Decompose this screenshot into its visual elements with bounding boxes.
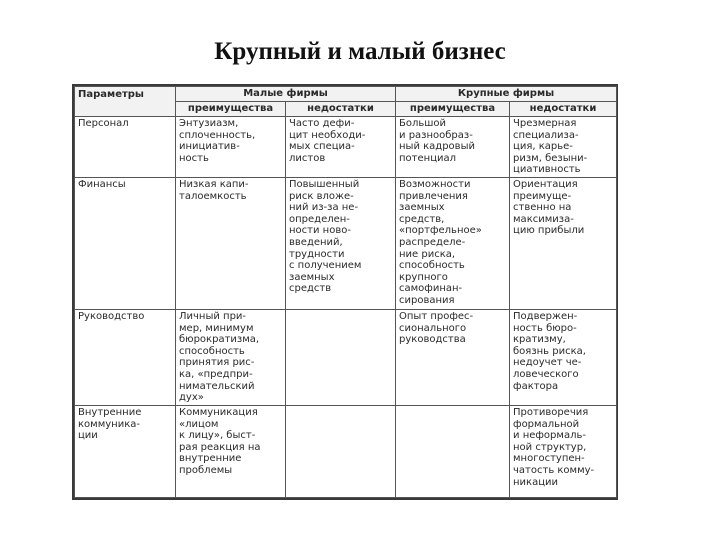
header-row	[75, 87, 617, 102]
row-param-cell: Внутренние коммуника- ции	[75, 405, 176, 497]
small-advantages-cell: Энтузиазм, сплоченность, инициатив- ность	[176, 117, 286, 178]
comparison-table-frame	[72, 84, 618, 500]
large-advantages-cell: Опыт профес- сионального руководства	[396, 309, 510, 405]
small-disadvantages-cell	[286, 309, 396, 405]
large-advantages-cell	[396, 405, 510, 497]
header-parameters: Параметры	[75, 87, 176, 117]
small-advantages-cell: Коммуникация «лицом к лицу», быст- рая реакция на внутренние проблемы	[176, 405, 286, 497]
large-disadvantages-cell: Противоречия формальной и неформаль- ной структур, многоступен- чатость комму- никации	[510, 405, 617, 497]
small-advantages-cell: Личный при- мер, минимум бюрократизма, способность принятия рис- ка, «предпри- нимательский дух»	[176, 309, 286, 405]
large-disadvantages-cell: Чрезмерная специализа- ция, карье- ризм, безыни- циативность	[510, 117, 617, 178]
comparison-table	[74, 86, 617, 498]
table-row-communications	[75, 405, 617, 497]
header-large-disadvantages: недостатки	[510, 102, 617, 117]
small-advantages-cell: Низкая капи- талоемкость	[176, 177, 286, 309]
row-param-cell: Финансы	[75, 177, 176, 309]
header-small-advantages: преимущества	[176, 102, 286, 117]
header-large-firms: Крупные фирмы	[396, 87, 617, 102]
small-disadvantages-cell: Часто дефи- цит необходи- мых специа- листов	[286, 117, 396, 178]
small-disadvantages-cell	[286, 405, 396, 497]
header-small-disadvantages: недостатки	[286, 102, 396, 117]
row-param-cell: Персонал	[75, 117, 176, 178]
row-param-cell: Руководство	[75, 309, 176, 405]
header-large-advantages: преимущества	[396, 102, 510, 117]
small-disadvantages-cell: Повышенный риск вложе- ний из-за не- определен- ности ново- введений, трудности с получением заемных средств	[286, 177, 396, 309]
table-row-personnel	[75, 117, 617, 178]
table-row-finance	[75, 177, 617, 309]
large-disadvantages-cell: Подвержен- ность бюро- кратизму, боязнь риска, недоучет че- ловеческого фактора	[510, 309, 617, 405]
large-advantages-cell: Большой и разнообраз- ный кадровый потенциал	[396, 117, 510, 178]
header-small-firms: Малые фирмы	[176, 87, 396, 102]
page-title: Крупный и малый бизнес	[214, 38, 506, 65]
large-advantages-cell: Возможности привлечения заемных средств, «портфельное» распределе- ние риска, способность крупного самофинан- сирования	[396, 177, 510, 309]
large-disadvantages-cell: Ориентация преимуще- ственно на максимиза- цию прибыли	[510, 177, 617, 309]
table-row-management	[75, 309, 617, 405]
